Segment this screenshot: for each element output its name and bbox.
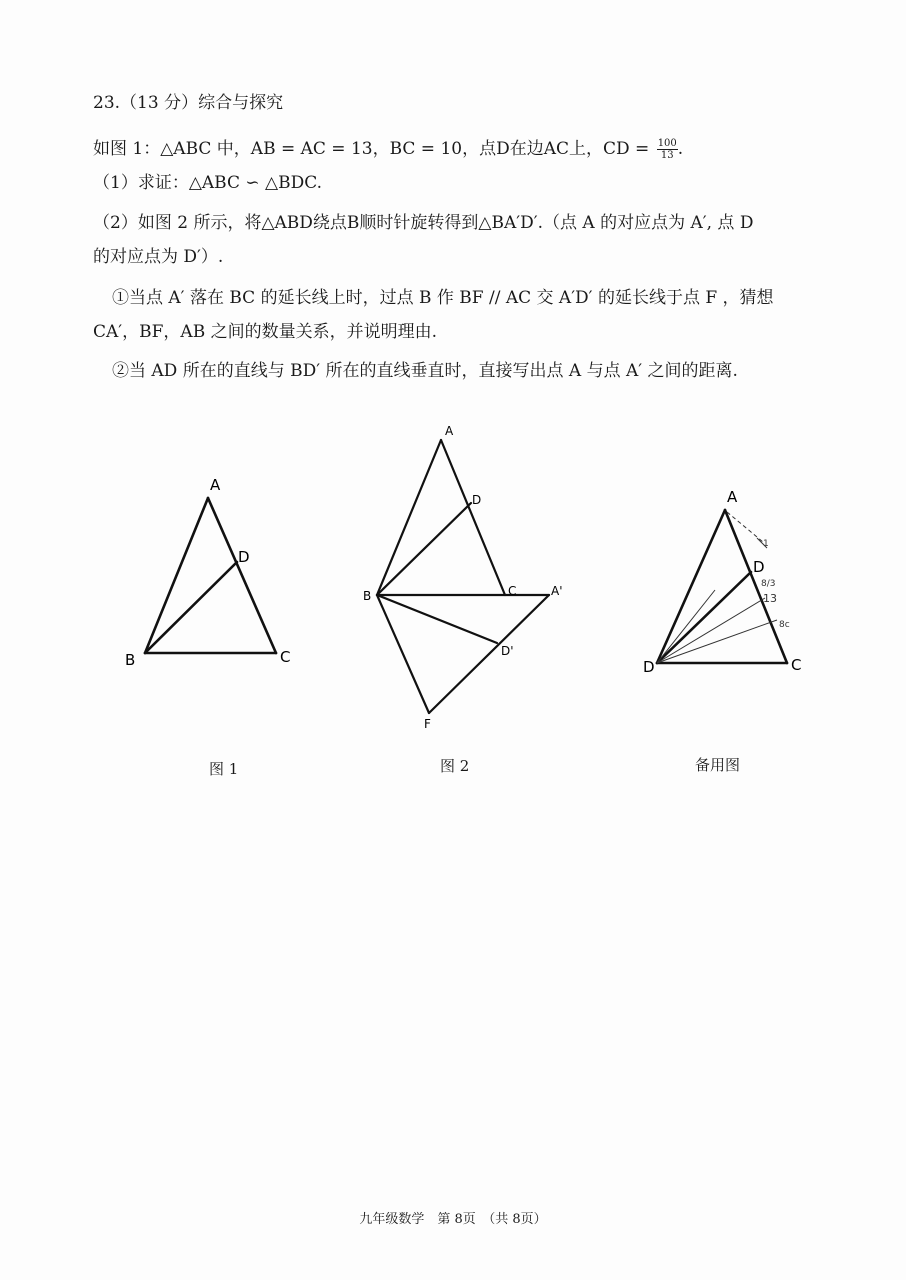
cd-denominator: 13 — [660, 150, 674, 161]
sub-question-1-line-1: ①当点 A′ 落在 BC 的延长线上时，过点 B 作 BF // AC 交 A′D′ 的延长线于点 F ，猜想 — [112, 288, 774, 308]
fig2-label-a-prime: A' — [551, 584, 563, 598]
fig3-pencil-marks — [657, 512, 777, 663]
fig3-handwritten-4: 8c — [779, 620, 790, 630]
fig2-label-a: A — [445, 424, 454, 438]
fig3-label-d: D — [753, 558, 765, 576]
fig3-segment-bd — [657, 572, 751, 663]
fig3-handwritten-1: 1 — [763, 539, 769, 549]
fig2-side-ab — [377, 440, 441, 595]
fig3-label-c: C — [791, 656, 802, 674]
fig1-label-c: C — [280, 648, 291, 666]
fig2-label-d: D — [472, 493, 482, 507]
fig2-side-ac — [441, 440, 505, 595]
question-intro — [93, 138, 683, 161]
figure-spare-caption: 备用图 — [695, 756, 741, 774]
figure-2-caption: 图 2 — [440, 757, 470, 775]
part-1: （1）求证：△ABC ∽ △BDC. — [93, 173, 323, 193]
fig2-label-f: F — [424, 717, 431, 731]
fig2-segment-bd — [377, 503, 471, 595]
fig1-label-b: B — [125, 651, 136, 669]
part-2-line-1: （2）如图 2 所示，将△ABD绕点B顺时针旋转得到△BA′D′.（点 A 的对应点为 A′, 点 D — [93, 213, 754, 233]
part-2-line-2: 的对应点为 D′）. — [93, 247, 224, 267]
sub-question-1-line-2: CA′，BF，AB 之间的数量关系，并说明理由. — [93, 322, 438, 342]
fig1-segment-bd — [145, 562, 237, 653]
fig2-line-a-prime-f — [429, 595, 549, 713]
fig2-label-d-prime: D' — [501, 644, 514, 658]
page-footer: 九年级数学 第 8页 （共 8页） — [359, 1212, 547, 1227]
cd-fraction — [657, 138, 678, 161]
fig3-handwritten-3: 13 — [763, 592, 777, 605]
fig1-side-ac — [208, 498, 276, 653]
figure-1 — [120, 470, 310, 680]
fig1-side-ab — [145, 498, 208, 653]
intro-text: 如图 1：△ABC 中，AB = AC = 13，BC = 10，点D在边AC上，CD = — [93, 139, 650, 159]
intro-end: . — [677, 139, 684, 159]
fig3-label-b: D — [643, 658, 655, 676]
fig3-side-ab — [657, 510, 725, 663]
fig1-label-d: D — [238, 548, 250, 566]
cd-numerator: 100 — [657, 138, 677, 149]
question-heading: 23.（13 分）综合与探究 — [93, 93, 284, 113]
figure-1-caption: 图 1 — [209, 760, 239, 778]
fig2-label-b: B — [363, 589, 372, 603]
fig3-handwritten-2: 8/3 — [761, 579, 776, 589]
figure-2 — [355, 415, 585, 735]
fig3-label-a: A — [727, 488, 738, 506]
sub-question-2: ②当 AD 所在的直线与 BD′ 所在的直线垂直时，直接写出点 A 与点 A′ 之间的距离. — [112, 361, 738, 381]
fig2-label-c: C — [508, 584, 517, 598]
fig1-label-a: A — [210, 476, 221, 494]
figure-spare — [635, 480, 825, 690]
